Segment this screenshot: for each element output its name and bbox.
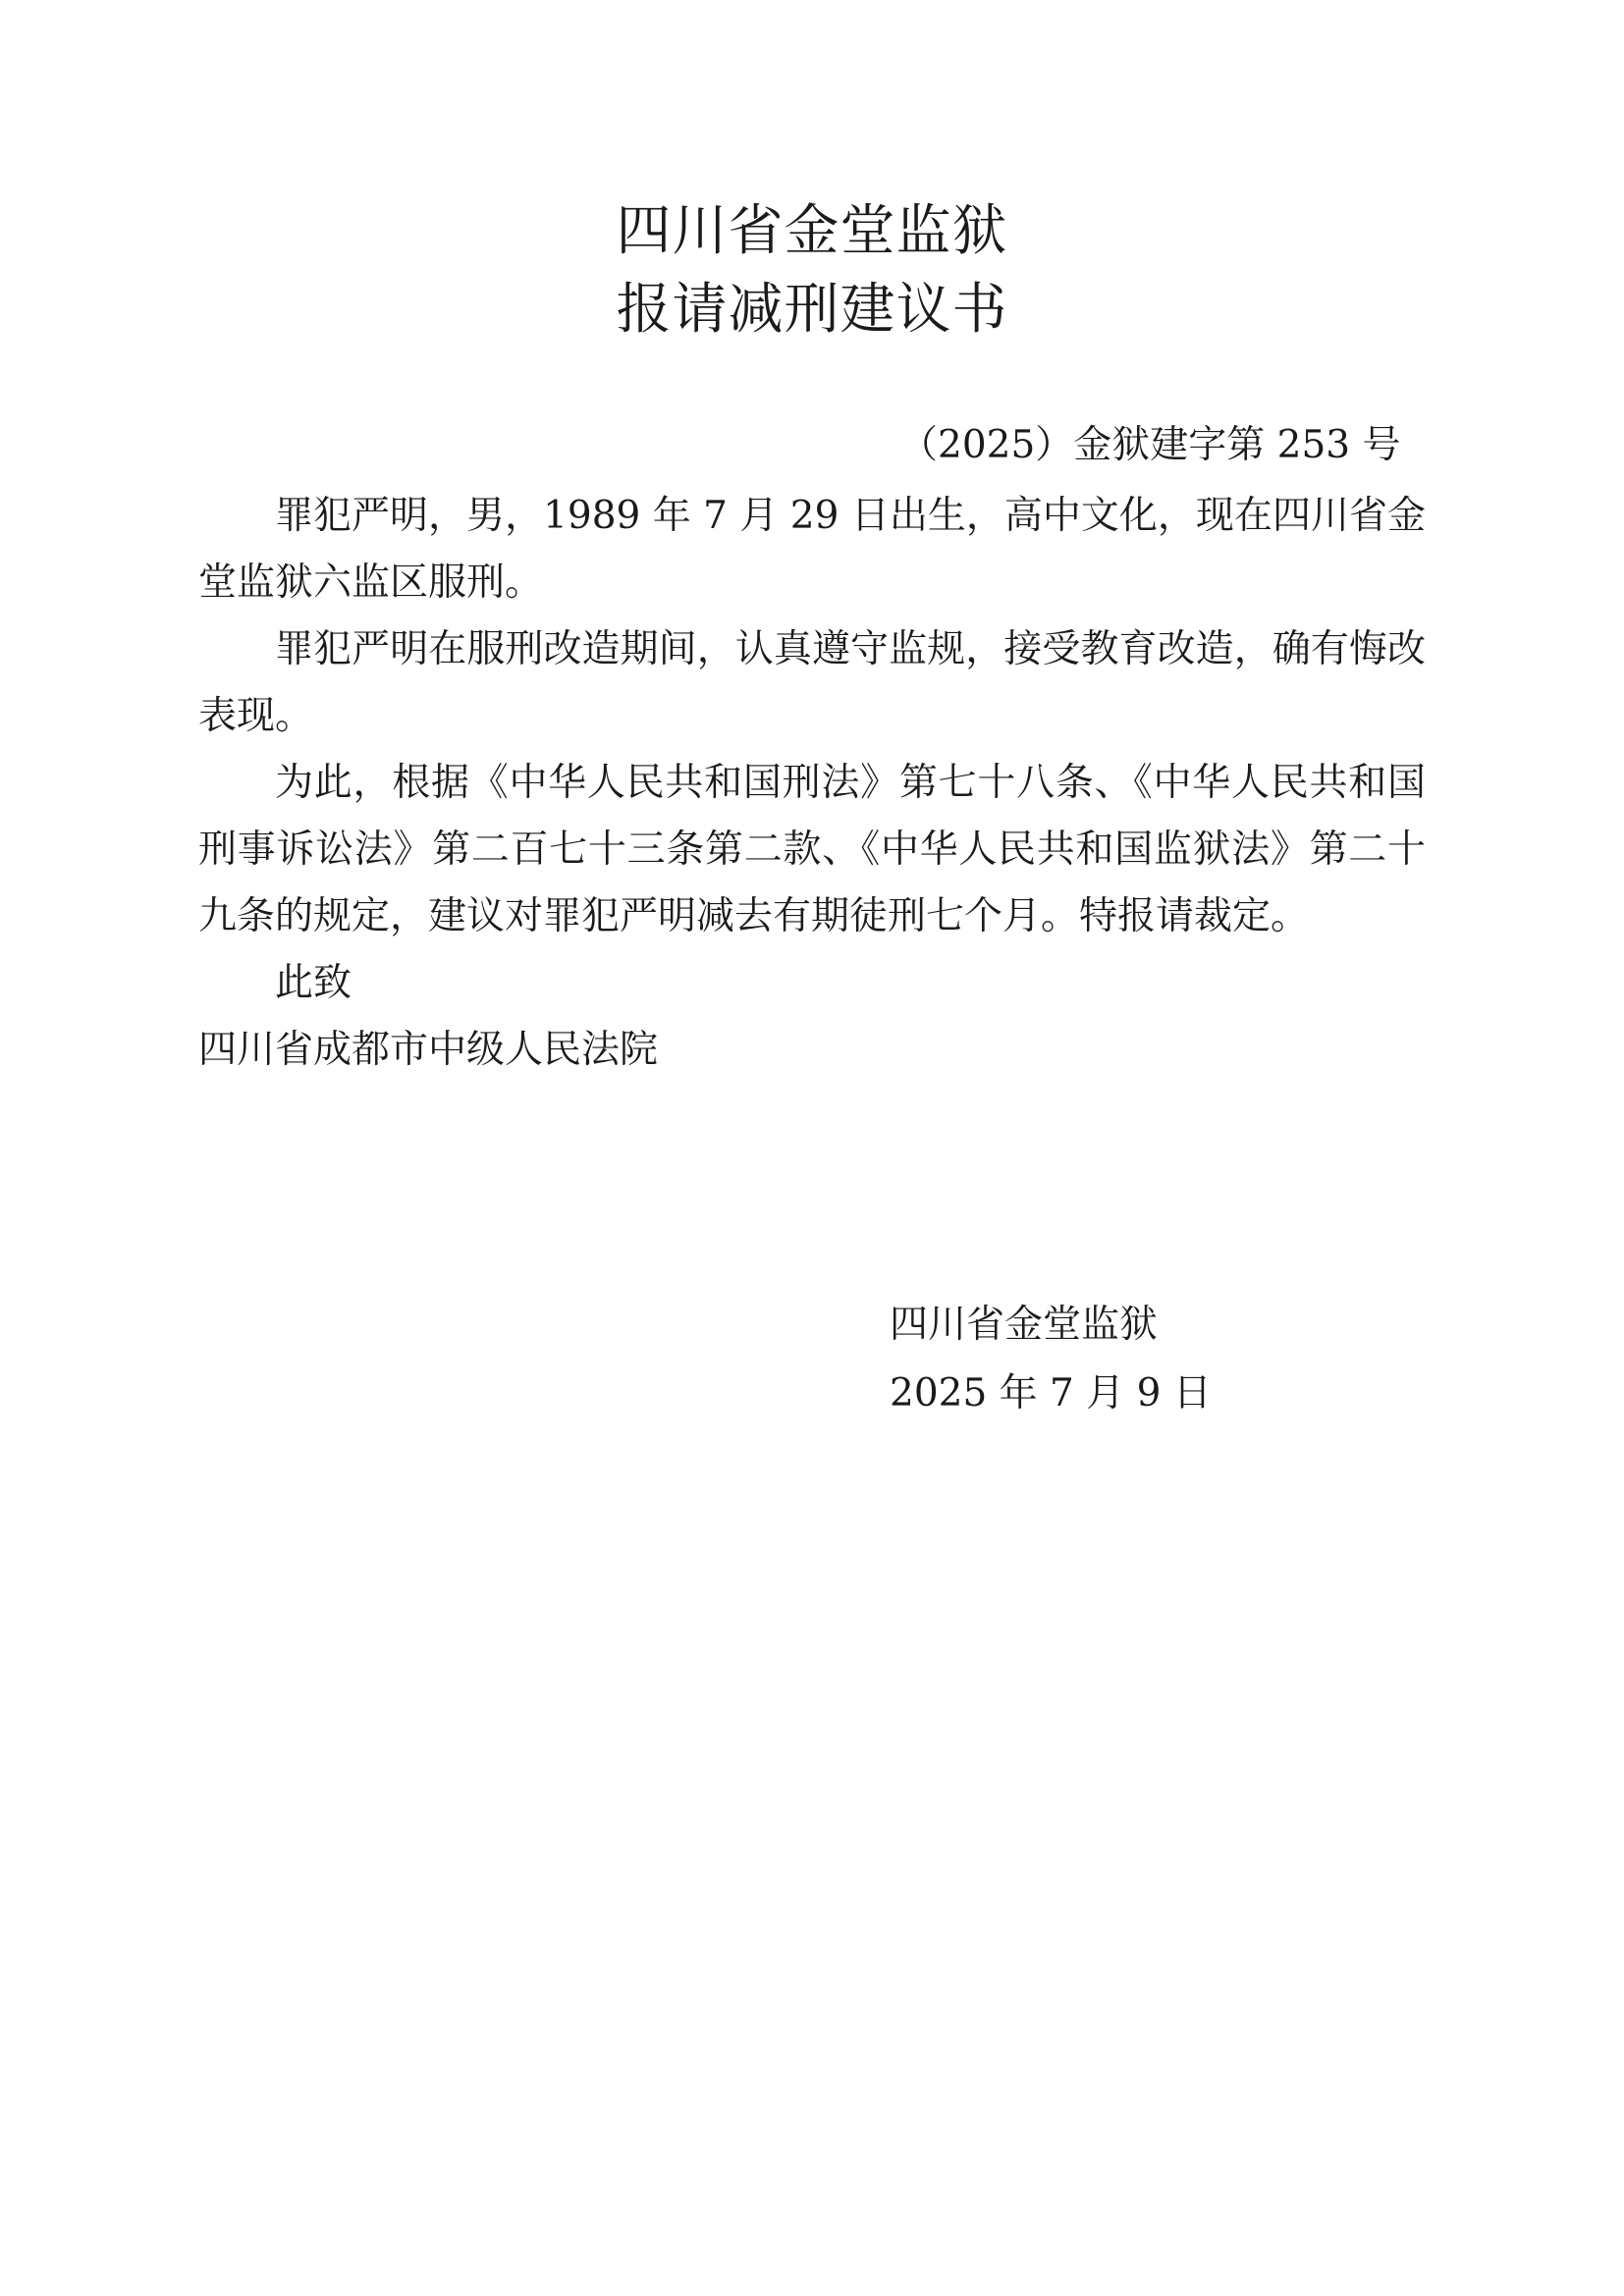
paragraph-inmate-info: 罪犯严明，男，1989 年 7 月 29 日出生，高中文化，现在四川省金堂监狱六监区服刑。	[198, 494, 1426, 605]
document-number: （2025）金狱建字第 253 号	[899, 423, 1401, 467]
recipient-court: 四川省成都市中级人民法院	[198, 1028, 659, 1072]
signature-date: 2025 年 7 月 9 日	[890, 1371, 1212, 1415]
paragraph-behavior: 罪犯严明在服刑改造期间，认真遵守监规，接受教育改造，确有悔改表现。	[198, 627, 1426, 738]
paragraph-salutation: 此致	[275, 961, 352, 1005]
document-body	[198, 483, 1426, 1084]
document-title-line1: 四川省金堂监狱	[616, 199, 1008, 263]
signature-block	[890, 1291, 1212, 1428]
paragraph-legal-basis: 为此，根据《中华人民共和国刑法》第七十八条、《中华人民共和国刑事诉讼法》第二百七十三条第二款、《中华人民共和国监狱法》第二十九条的规定，建议对罪犯严明减去有期徒刑七个月。特报请裁定。	[198, 761, 1426, 938]
signature-organization: 四川省金堂监狱	[890, 1303, 1159, 1347]
document-title-line2: 报请减刑建议书	[616, 278, 1008, 342]
